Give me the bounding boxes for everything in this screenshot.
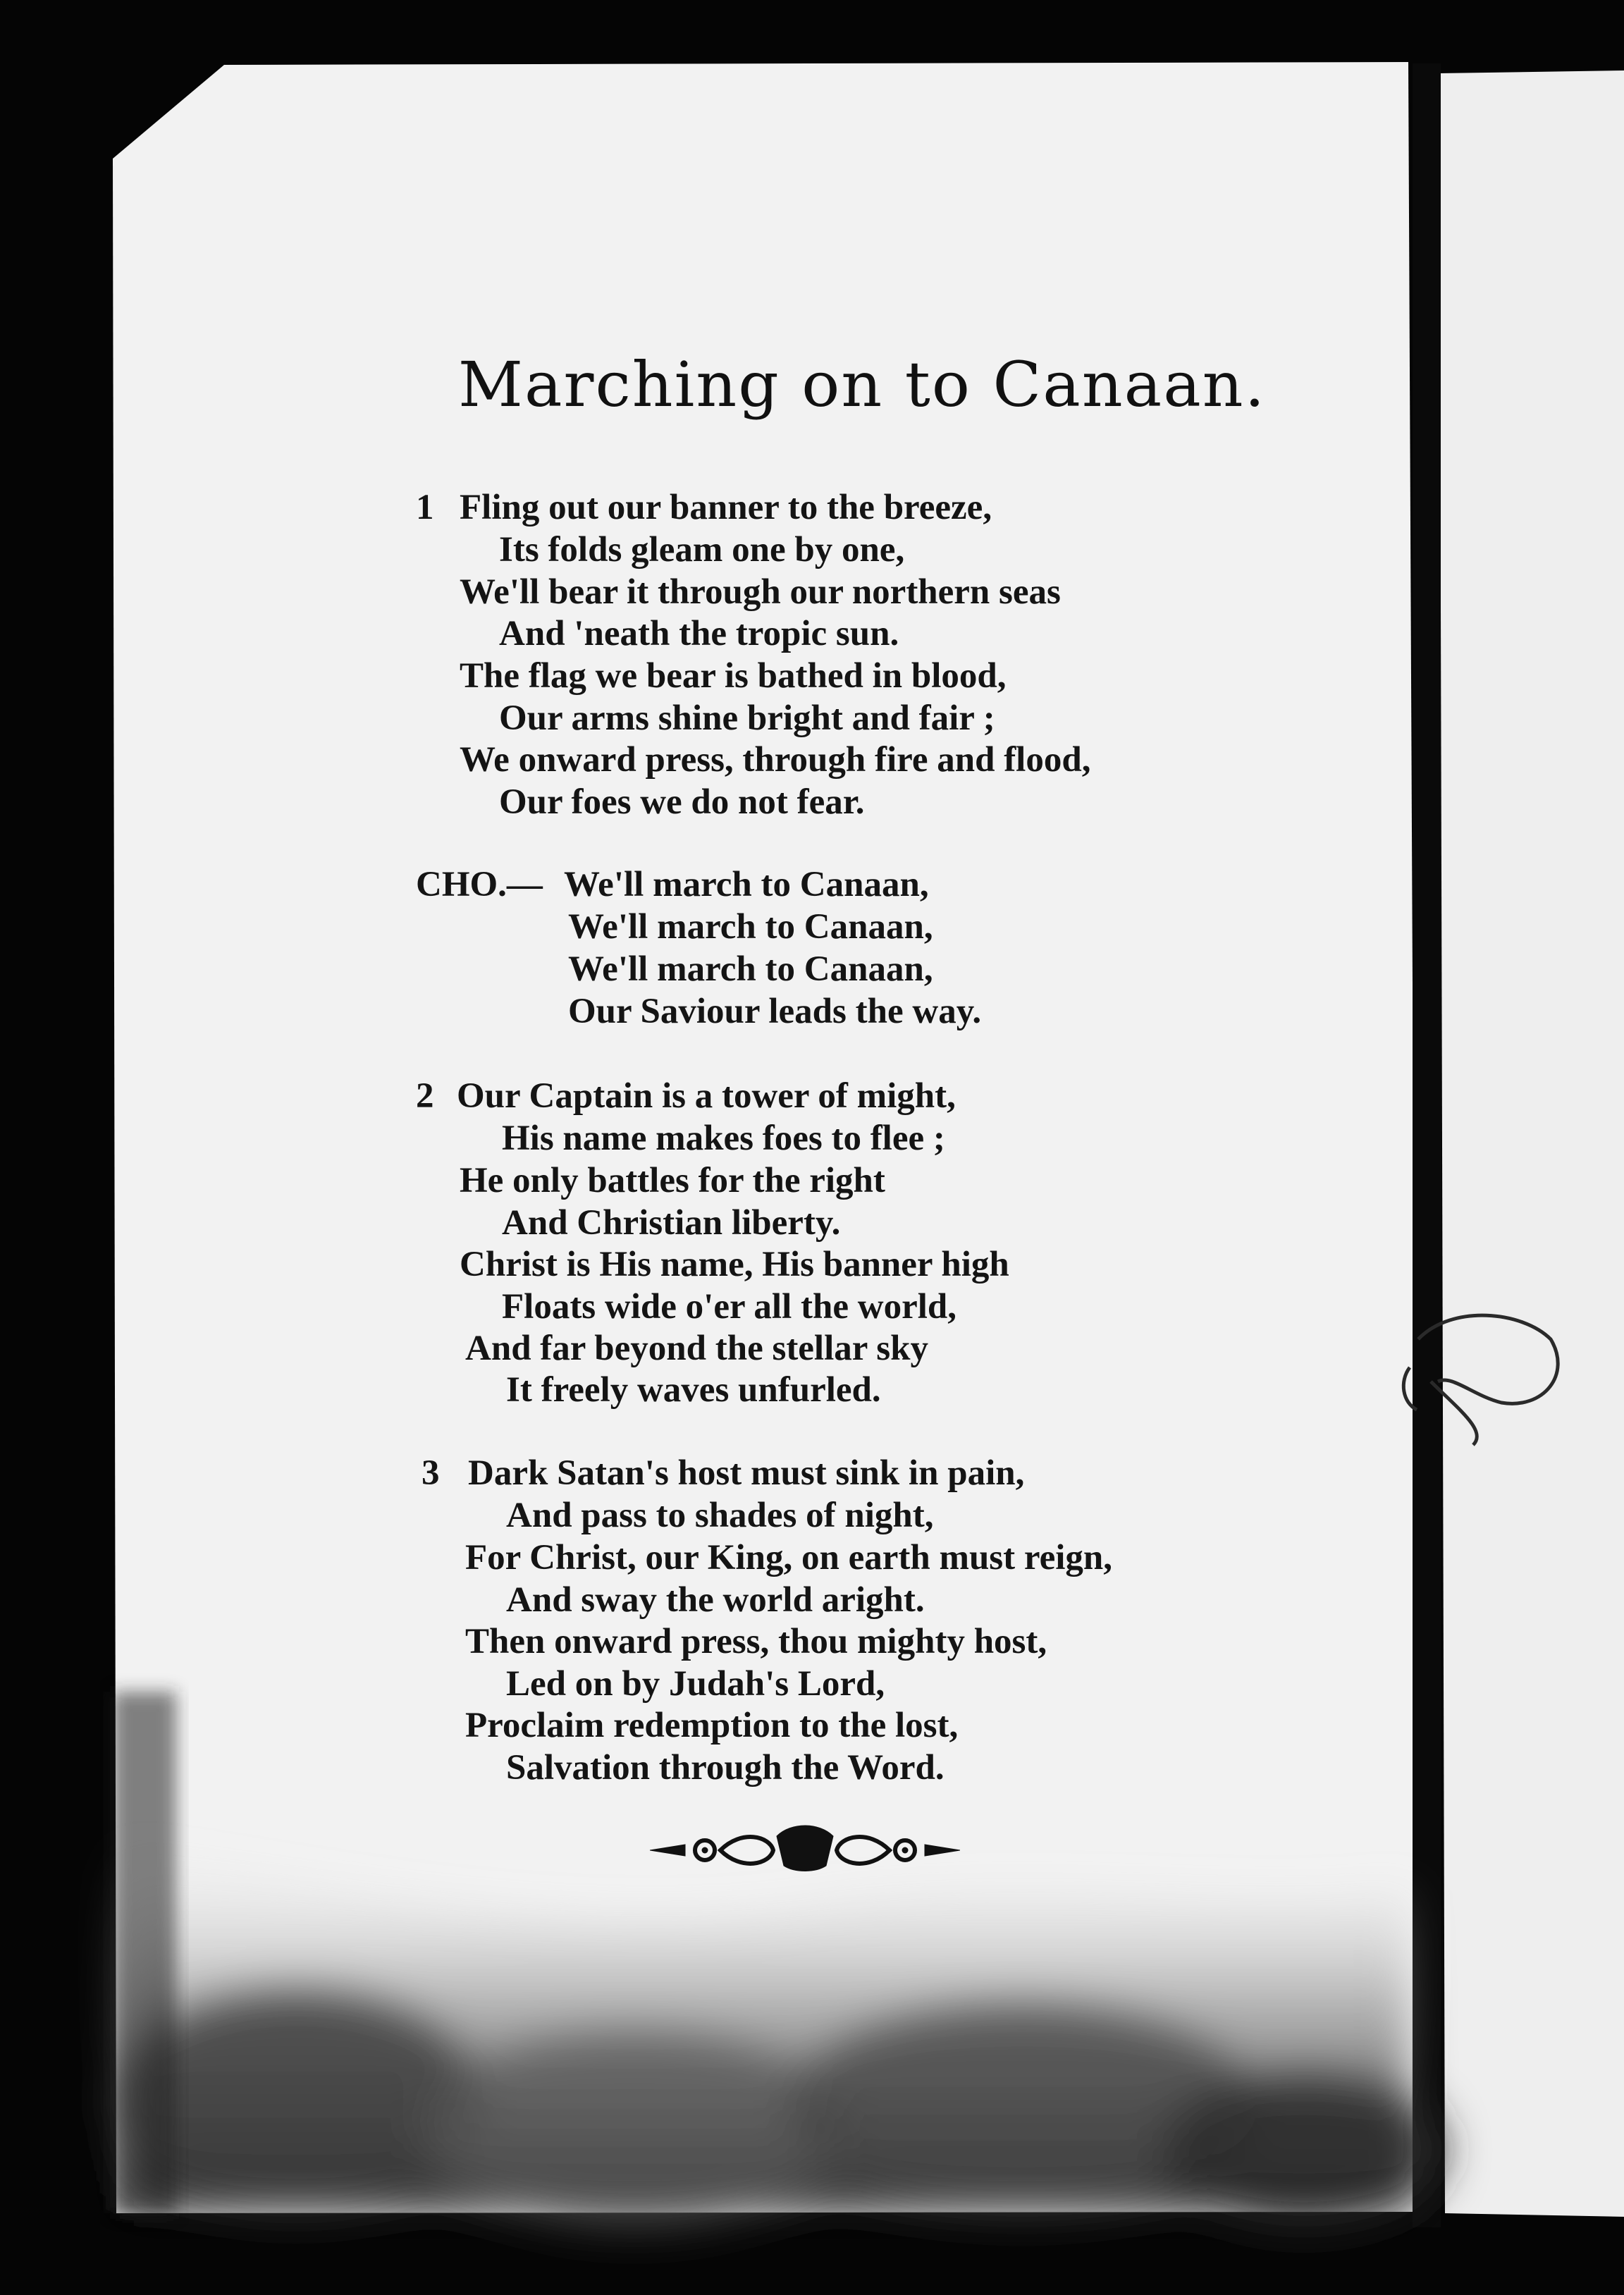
verse-line: His name makes foes to flee ; (502, 1119, 945, 1158)
verse-line: Then onward press, thou mighty host, (465, 1622, 1047, 1661)
verse-line: And far beyond the stellar sky (465, 1329, 928, 1368)
verse-line: For Christ, our King, on earth must reign, (465, 1538, 1113, 1577)
verse-line: It freely waves unfurled. (506, 1370, 881, 1410)
verse-line: And pass to shades of night, (506, 1496, 934, 1535)
verse-line: Led on by Judah's Lord, (506, 1664, 885, 1704)
fleuron-ornament-icon (650, 1822, 960, 1878)
verse-line: Fling out our banner to the breeze, (460, 488, 992, 527)
verse-line: Our Captain is a tower of might, (457, 1076, 956, 1116)
verse-line: We'll bear it through our northern seas (460, 572, 1061, 612)
verse-number: 1 (416, 488, 434, 527)
chorus-line: Our Saviour leads the way. (568, 992, 982, 1031)
verse-line: Christ is His name, His banner high (460, 1245, 1009, 1284)
verse-line: And Christian liberty. (502, 1203, 841, 1243)
verse-line: Proclaim redemption to the lost, (465, 1706, 959, 1745)
verse-line: The flag we bear is bathed in blood, (460, 656, 1007, 696)
verse-line: And 'neath the tropic sun. (499, 614, 899, 653)
verse-line: Our arms shine bright and fair ; (499, 699, 995, 738)
verse-line: Dark Satan's host must sink in pain, (468, 1453, 1025, 1493)
verse-line: He only battles for the right (460, 1161, 885, 1200)
verse-line: Floats wide o'er all the world, (502, 1287, 956, 1327)
hymn-title: Marching on to Canaan. (458, 348, 1267, 421)
verse-line: Salvation through the Word. (506, 1748, 945, 1788)
verse-number: 3 (422, 1453, 440, 1493)
verse-number: 2 (416, 1076, 434, 1116)
chorus-line: We'll march to Canaan, (564, 865, 929, 904)
verse-line: We onward press, through fire and flood, (460, 740, 1091, 780)
chorus-line: We'll march to Canaan, (568, 907, 933, 947)
chorus-label: CHO.— (416, 865, 543, 904)
verse-line: And sway the world aright. (506, 1580, 925, 1620)
verse-line: Our foes we do not fear. (499, 782, 865, 822)
verse-line: Its folds gleam one by one, (499, 530, 905, 570)
chorus-line: We'll march to Canaan, (568, 949, 933, 989)
